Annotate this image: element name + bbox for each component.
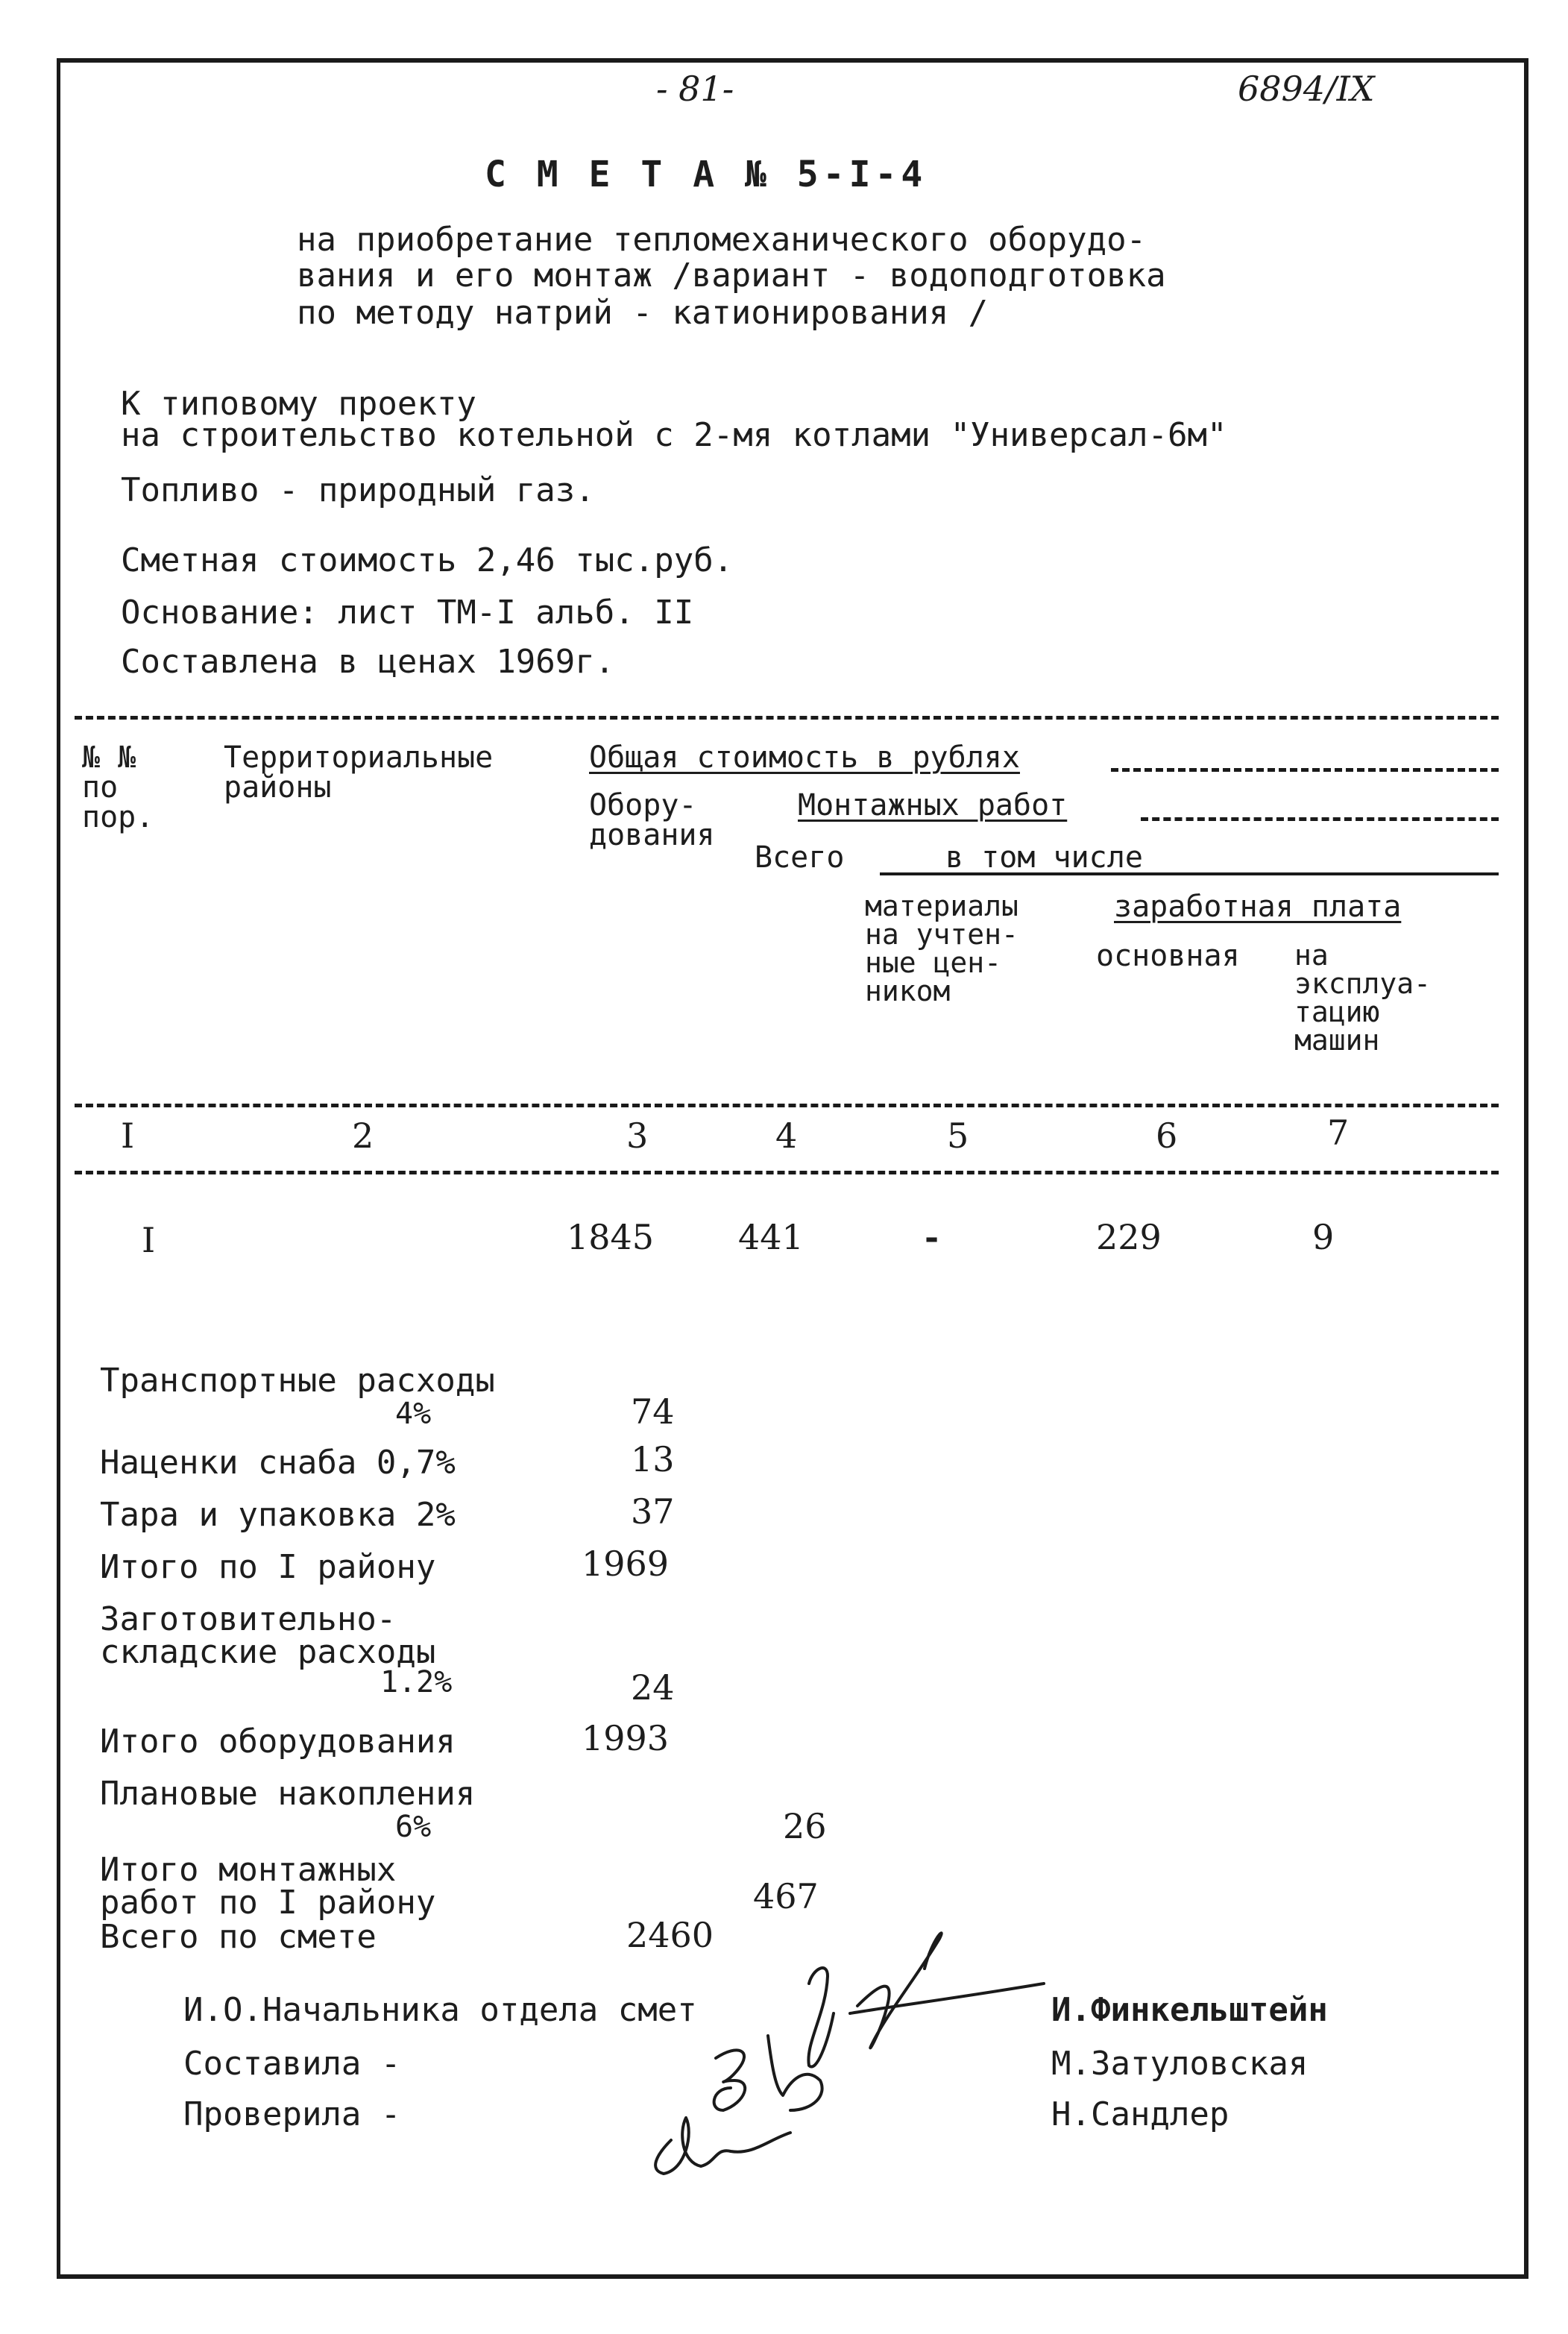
- column-number-7: 7: [1327, 1113, 1350, 1153]
- title-line-1: на приобретание тепломеханического оборудо-: [297, 221, 1147, 259]
- signature-role-compiled: Составила -: [183, 2045, 401, 2083]
- install-total-label: Итого монтажных работ по I району: [100, 1851, 436, 1922]
- transport-label: Транспортные расходы: [100, 1362, 495, 1400]
- title-line-3: по методу натрий - катионирования /: [297, 294, 989, 332]
- row-equipment-value: 1845: [567, 1217, 655, 1257]
- equipment-header: Обору- дования: [589, 788, 715, 852]
- wages-header: заработная плата: [1114, 890, 1402, 924]
- col-number-header: № № по пор.: [82, 740, 154, 834]
- install-total-value: 467: [753, 1876, 819, 1916]
- grand-total-label: Всего по смете: [100, 1918, 377, 1956]
- planned-label: Плановые накопления: [100, 1775, 476, 1813]
- row-materials-value: -: [925, 1217, 939, 1257]
- total-cost-header: Общая стоимость в рублях: [589, 740, 1020, 775]
- installation-header: Монтажных работ: [798, 788, 1068, 822]
- row-machines-value: 9: [1312, 1217, 1335, 1257]
- document-heading: С М Е Т А № 5-I-4: [485, 154, 928, 195]
- equipment-total-value: 1993: [582, 1718, 670, 1758]
- column-number-6: 6: [1156, 1116, 1178, 1156]
- packing-value: 37: [631, 1491, 675, 1532]
- machines-header: на эксплуа- тацию машин: [1294, 939, 1432, 1057]
- signature-name-2: М.Затуловская: [1051, 2045, 1309, 2083]
- grand-total-value: 2460: [626, 1915, 714, 1955]
- project-line-1: К типовому проекту: [121, 385, 476, 423]
- storage-percent: 1.2%: [380, 1665, 453, 1699]
- column-number-2: 2: [352, 1116, 374, 1156]
- row-basic-wages-value: 229: [1096, 1217, 1162, 1257]
- row-total-value: 441: [738, 1217, 804, 1257]
- estimated-cost: Сметная стоимость 2,46 тыс.руб.: [121, 541, 734, 579]
- planned-percent: 6%: [395, 1810, 432, 1844]
- transport-value: 74: [631, 1391, 675, 1432]
- price-basis-line: Составлена в ценах 1969г.: [121, 643, 615, 681]
- row-region: I: [142, 1220, 156, 1260]
- equipment-total-label: Итого оборудования: [100, 1723, 456, 1761]
- title-line-2: вания и его монтаж /вариант - водоподготовка: [297, 257, 1166, 295]
- including-header: в том числе: [945, 840, 1143, 875]
- total-header: Всего: [755, 840, 845, 875]
- region-total-label: Итого по I району: [100, 1548, 436, 1586]
- project-line-2: на строительство котельной с 2-мя котлами "Универсал-6м": [121, 416, 1227, 454]
- column-number-4: 4: [775, 1116, 798, 1156]
- column-number-3: 3: [626, 1116, 649, 1156]
- column-number-1: I: [121, 1116, 135, 1156]
- column-number-5: 5: [947, 1116, 969, 1156]
- materials-header: материалы на учтен- ные цен- ником: [865, 890, 1018, 1007]
- signature-role-head: И.О.Начальника отдела смет: [183, 1991, 697, 2029]
- transport-percent: 4%: [395, 1397, 432, 1431]
- storage-value: 24: [631, 1667, 675, 1708]
- fuel-line: Топливо - природный газ.: [121, 471, 595, 509]
- markup-value: 13: [631, 1439, 675, 1479]
- signature-role-checked: Проверила -: [183, 2095, 401, 2133]
- basis-line: Основание: лист ТМ-I альб. II: [121, 594, 694, 632]
- markup-label: Наценки снаба 0,7%: [100, 1444, 456, 1482]
- region-total-value: 1969: [582, 1544, 670, 1584]
- planned-value: 26: [783, 1806, 827, 1846]
- signature-name-1: И.Финкельштейн: [1051, 1991, 1328, 2029]
- storage-label: Заготовительно- складские расходы: [100, 1600, 436, 1671]
- archive-number: 6894/IX: [1238, 69, 1375, 109]
- col-regions-header: Территориальные районы: [224, 740, 494, 805]
- packing-label: Тара и упаковка 2%: [100, 1496, 456, 1534]
- basic-wages-header: основная: [1096, 939, 1240, 973]
- signature-name-3: Н.Сандлер: [1051, 2095, 1229, 2133]
- page-number: - 81-: [656, 69, 734, 109]
